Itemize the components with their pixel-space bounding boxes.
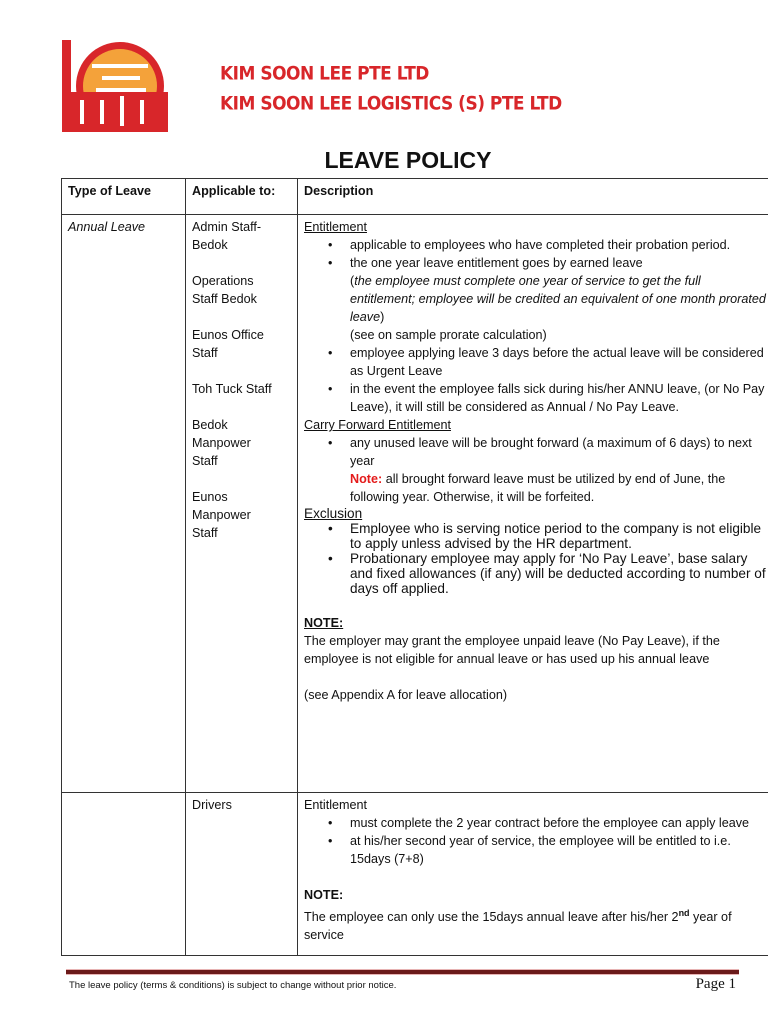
applicable-line: Admin Staff- bbox=[192, 220, 262, 234]
leave-type bbox=[62, 215, 186, 793]
applicable-line: Operations bbox=[192, 274, 254, 288]
note-label: Note: bbox=[350, 472, 383, 486]
bullet-item: • the one year leave entitlement goes by earned leave (the employee must complete one year of service to get the full entitlement; employee will be credited an equivalent of one month prorated leave) (see on sample prorate calculation) bbox=[350, 254, 766, 344]
applicable-line: Staff bbox=[192, 526, 218, 540]
bullet-item: • Employee who is serving notice period to the company is not eligible to apply unless advised by the HR department. bbox=[350, 521, 766, 551]
leave-type-label: Annual Leave bbox=[68, 220, 146, 234]
applicable-to bbox=[186, 215, 298, 793]
carry-forward-heading: Carry Forward Entitlement bbox=[304, 418, 451, 432]
applicable-line: Staff bbox=[192, 346, 218, 360]
applicable-line: Eunos Office bbox=[192, 328, 264, 342]
note-heading: NOTE: bbox=[304, 616, 344, 630]
italic-note: the employee must complete one year of service to get the full entitlement; employee will be credited an equivalent of one month prorated leave bbox=[350, 274, 766, 324]
applicable-line: Bedok bbox=[192, 238, 228, 252]
note-text: The employer may grant the employee unpaid leave (No Pay Leave), if the employee is not eligible for annual leave or has used up his annual leave bbox=[304, 634, 720, 666]
company-name-2: KIM SOON LEE LOGISTICS (S) PTE LTD bbox=[220, 93, 562, 115]
applicable-line: Bedok bbox=[192, 418, 228, 432]
company-name-1: KIM SOON LEE PTE LTD bbox=[220, 63, 429, 85]
header-type: Type of Leave bbox=[62, 179, 186, 215]
bullet-item: • any unused leave will be brought forward (a maximum of 6 days) to next year Note: all brought forward leave must be utilized by end of June, the following year. Otherwise, it will be forfeited. bbox=[350, 434, 766, 506]
exclusion-heading: Exclusion bbox=[304, 506, 363, 521]
description bbox=[298, 793, 768, 956]
entitlement-heading: Entitlement bbox=[304, 798, 367, 812]
table-header-row bbox=[62, 179, 768, 215]
applicable-to: Drivers bbox=[186, 793, 298, 956]
bullet-item: • must complete the 2 year contract before the employee can apply leave bbox=[350, 814, 766, 832]
applicable-line: Manpower bbox=[192, 436, 251, 450]
description bbox=[298, 215, 768, 793]
applicable-line: Toh Tuck Staff bbox=[192, 382, 272, 396]
page-title: LEAVE POLICY bbox=[324, 147, 492, 173]
header-applicable: Applicable to: bbox=[186, 179, 298, 215]
bullet-item: • at his/her second year of service, the employee will be entitled to i.e. 15days (7+8) bbox=[350, 832, 766, 868]
bullet-item: • employee applying leave 3 days before the actual leave will be considered as Urgent Leave bbox=[350, 344, 766, 380]
bullet-item: • in the event the employee falls sick during his/her ANNU leave, (or No Pay Leave), it will still be considered as Annual / No Pay Leave. bbox=[350, 380, 766, 416]
note-heading: NOTE: bbox=[304, 888, 344, 902]
bullet-item: • Probationary employee may apply for ‘No Pay Leave’, base salary and fixed allowances (if any) will be deducted according to number of days off applied. bbox=[350, 551, 766, 596]
table-row bbox=[62, 215, 768, 793]
page-number: Page 1 bbox=[695, 976, 736, 992]
applicable-line: Manpower bbox=[192, 508, 251, 522]
applicable-line: Staff bbox=[192, 454, 218, 468]
footer-divider bbox=[66, 969, 739, 975]
leave-policy-table bbox=[61, 178, 768, 956]
appendix-reference: (see Appendix A for leave allocation) bbox=[304, 688, 508, 702]
footer-disclaimer: The leave policy (terms & conditions) is subject to change without prior notice. bbox=[69, 980, 397, 991]
applicable-line: Eunos bbox=[192, 490, 228, 504]
table-row bbox=[62, 793, 768, 956]
company-logo bbox=[62, 40, 168, 132]
note-text: The employee can only use the 15days annual leave after his/her 2nd year of service bbox=[304, 908, 732, 943]
bullet-item: • applicable to employees who have completed their probation period. bbox=[350, 236, 766, 254]
applicable-line: Staff Bedok bbox=[192, 292, 257, 306]
leave-type bbox=[62, 793, 186, 956]
entitlement-heading: Entitlement bbox=[304, 220, 367, 234]
header-description: Description bbox=[298, 179, 768, 215]
